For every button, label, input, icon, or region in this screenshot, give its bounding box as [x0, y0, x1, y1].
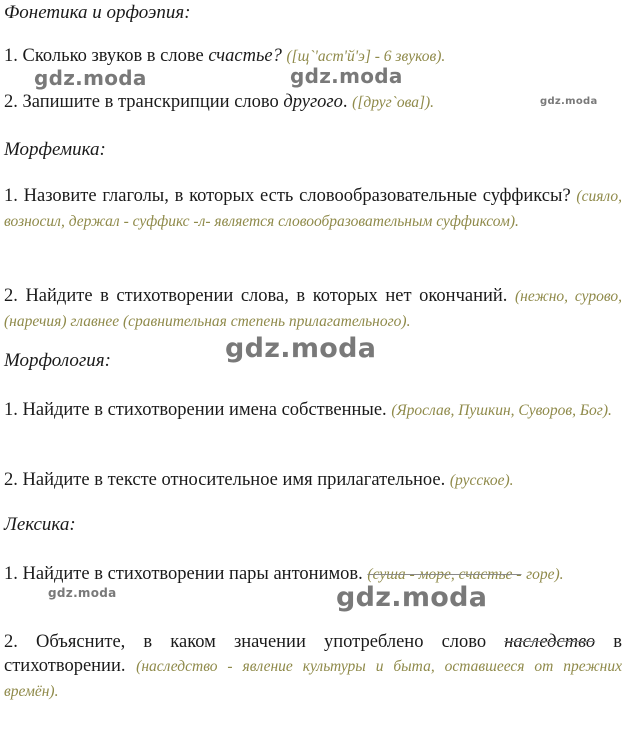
answer-text: (русское).: [449, 472, 514, 489]
question-morphemics-1: [4, 184, 622, 234]
answer-text-continued: горе).: [526, 566, 564, 583]
question-punct: .: [342, 92, 348, 112]
question-morphemics-2: [4, 284, 622, 334]
question-morphology-2: [4, 468, 622, 493]
question-text: 2. Найдите в тексте относительное имя прилагательное.: [4, 470, 450, 490]
question-term: счастье?: [208, 46, 282, 66]
question-text: 1. Найдите в стихотворении имена собственные.: [4, 400, 392, 420]
answer-text: (Ярослав, Пушкин, Суворов, Бог).: [391, 402, 612, 419]
section-heading-lexis: Лексика:: [4, 514, 76, 535]
question-phonetics-1: [4, 44, 622, 69]
section-heading-morphology: Морфология:: [4, 350, 111, 371]
question-text: 1. Назовите глаголы, в которых есть словообразовательные суффиксы?: [4, 186, 577, 206]
question-morphology-1: [4, 398, 622, 423]
question-text-continued: в стихотворении.: [4, 632, 622, 676]
watermark-logo: gdz.moda: [336, 582, 488, 613]
section-heading-phonetics: Фонетика и орфоэпия:: [4, 2, 191, 23]
question-phonetics-2: [4, 90, 622, 115]
answer-text: (нежно, сурово, (наречия) главнее (сравнительная степень прилагательного).: [4, 288, 622, 330]
watermark-logo: gdz.moda: [290, 64, 403, 88]
question-term: наследство: [504, 632, 596, 652]
answer-text: (сияло, возносил, держал - суффикс -л- является словообразовательным суффиксом).: [4, 188, 622, 230]
question-text: 2. Объясните, в каком значении употреблено слово: [4, 632, 505, 652]
question-text: 2. Найдите в стихотворении слова, в которых нет окончаний.: [4, 286, 515, 306]
answer-text: ([щ`'аст'й'э] - 6 звуков).: [286, 48, 446, 65]
watermark-logo: gdz.moda: [48, 586, 117, 600]
answer-text: (наследство - явление культуры и быта, оставшееся от прежних времён).: [4, 658, 622, 700]
question-text: 1. Найдите в стихотворении пары антонимов.: [4, 564, 368, 584]
watermark-logo: gdz.moda: [34, 66, 147, 90]
question-lexis-2: [4, 630, 622, 704]
question-text: 2. Запишите в транскрипции слово: [4, 92, 284, 112]
section-heading-morphemics: Морфемика:: [4, 139, 106, 160]
question-term: другого: [283, 92, 343, 112]
answer-text: (суша - море, счастье -: [367, 566, 522, 583]
answer-text: ([друг`ова]).: [352, 94, 435, 111]
watermark-logo: gdz.moda: [225, 333, 377, 364]
watermark-logo: gdz.moda: [540, 96, 598, 107]
question-lexis-1: [4, 562, 622, 587]
question-text: 1. Сколько звуков в слове: [4, 46, 209, 66]
